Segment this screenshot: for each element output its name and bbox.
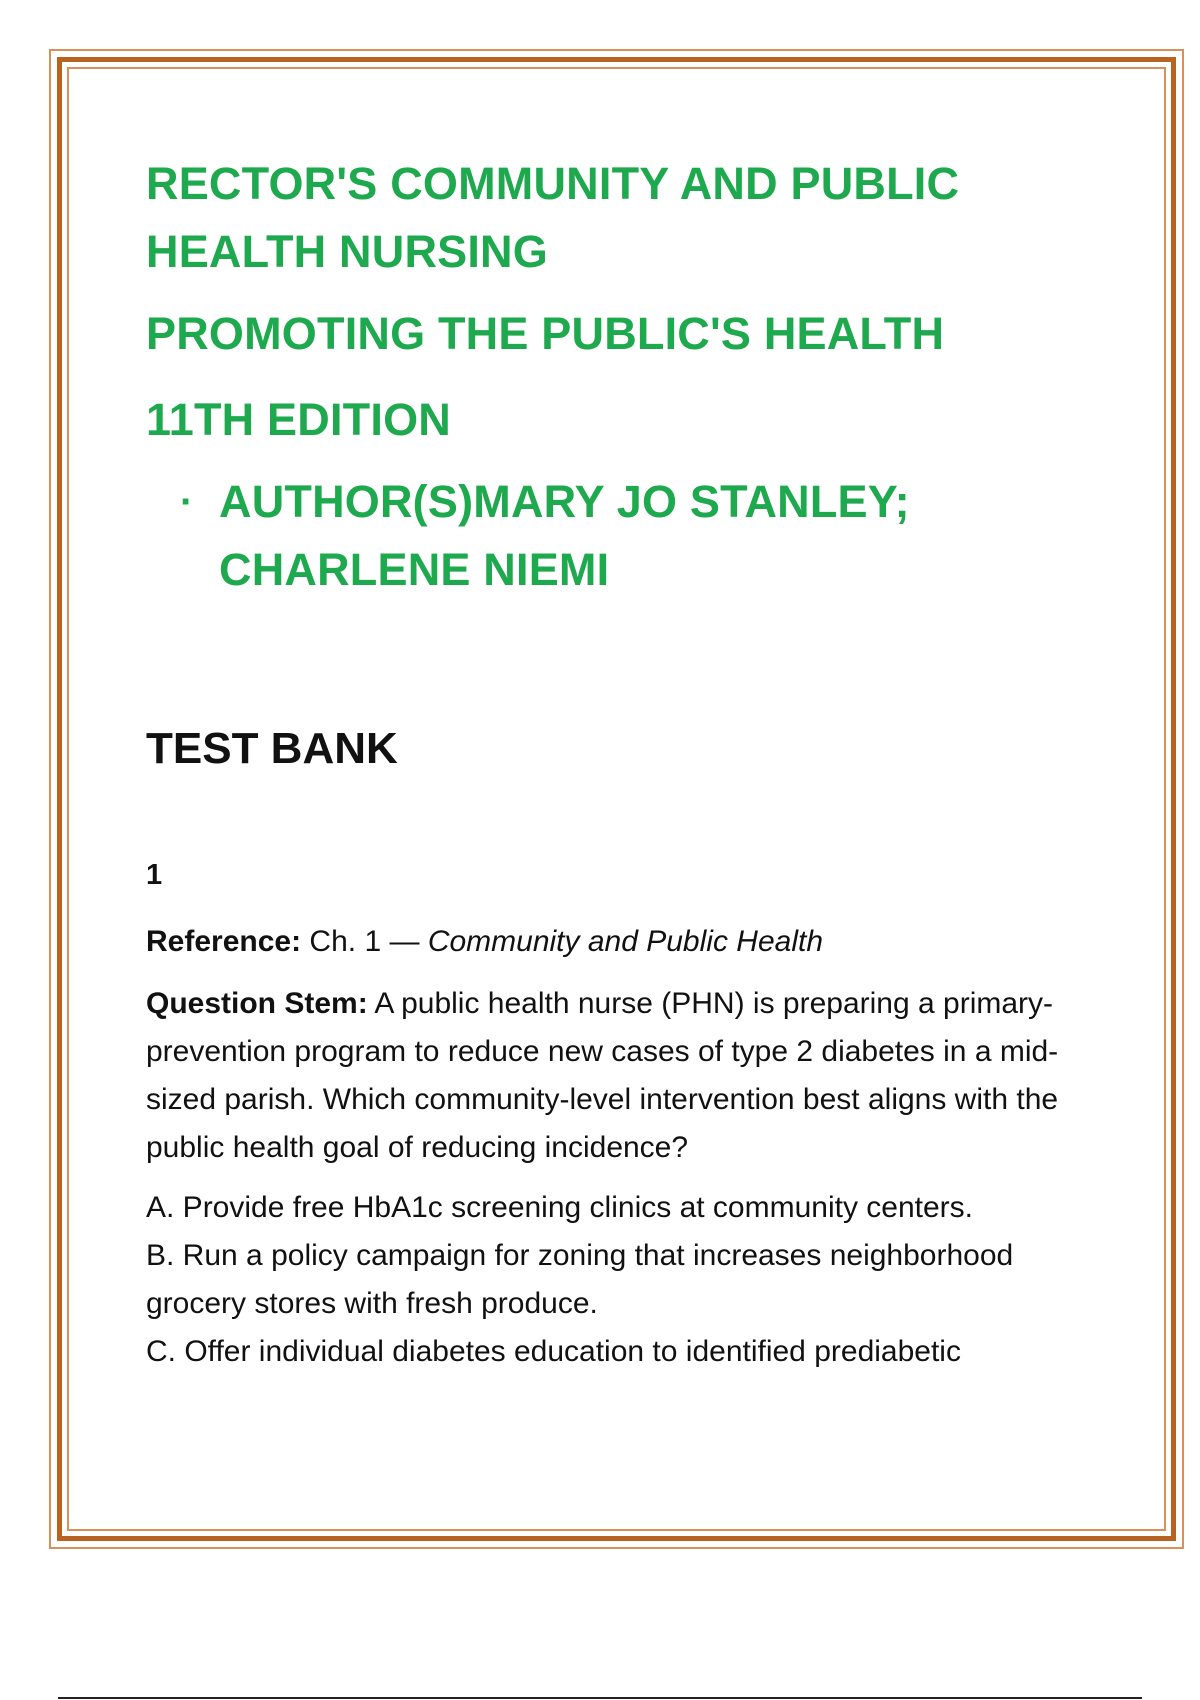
question-stem	[146, 980, 1096, 1172]
question-number: 1	[146, 859, 163, 891]
section-heading: TEST BANK	[146, 724, 398, 773]
document-content	[146, 150, 1096, 1376]
reference-label: Reference:	[146, 925, 302, 958]
book-title-line-1: RECTOR'S COMMUNITY AND PUBLIC	[146, 158, 960, 209]
answer-option-a: A. Provide free HbA1c screening clinics at community centers.	[146, 1191, 974, 1224]
question-reference	[146, 918, 1096, 966]
answer-option-b: B. Run a policy campaign for zoning that increases neighborhood grocery stores with fresh produce.	[146, 1239, 1014, 1320]
stem-text: A public health nurse (PHN) is preparing a primary-prevention program to reduce new cases of type 2 diabetes in a mid-sized parish. Which community-level intervention best aligns with the public health goal of reducing incidence?	[146, 987, 1059, 1164]
book-title-line-2: HEALTH NURSING	[146, 226, 548, 277]
book-subtitle: PROMOTING THE PUBLIC'S HEALTH	[146, 308, 945, 359]
reference-chapter: Ch. 1 —	[309, 925, 420, 958]
book-edition: 11TH EDITION	[146, 394, 451, 445]
page-divider	[58, 1697, 1142, 1699]
book-authors	[146, 468, 1096, 604]
bullet-icon: ·	[180, 480, 194, 524]
authors-line-1: AUTHOR(S)MARY JO STANLEY;	[219, 476, 910, 527]
book-title	[146, 150, 1096, 286]
reference-topic: Community and Public Health	[427, 925, 823, 958]
authors-line-2: CHARLENE NIEMI	[219, 544, 610, 595]
answer-options	[146, 1184, 1096, 1376]
answer-option-c: C. Offer individual diabetes education to identified prediabetic	[146, 1335, 961, 1368]
stem-label: Question Stem:	[146, 987, 368, 1020]
